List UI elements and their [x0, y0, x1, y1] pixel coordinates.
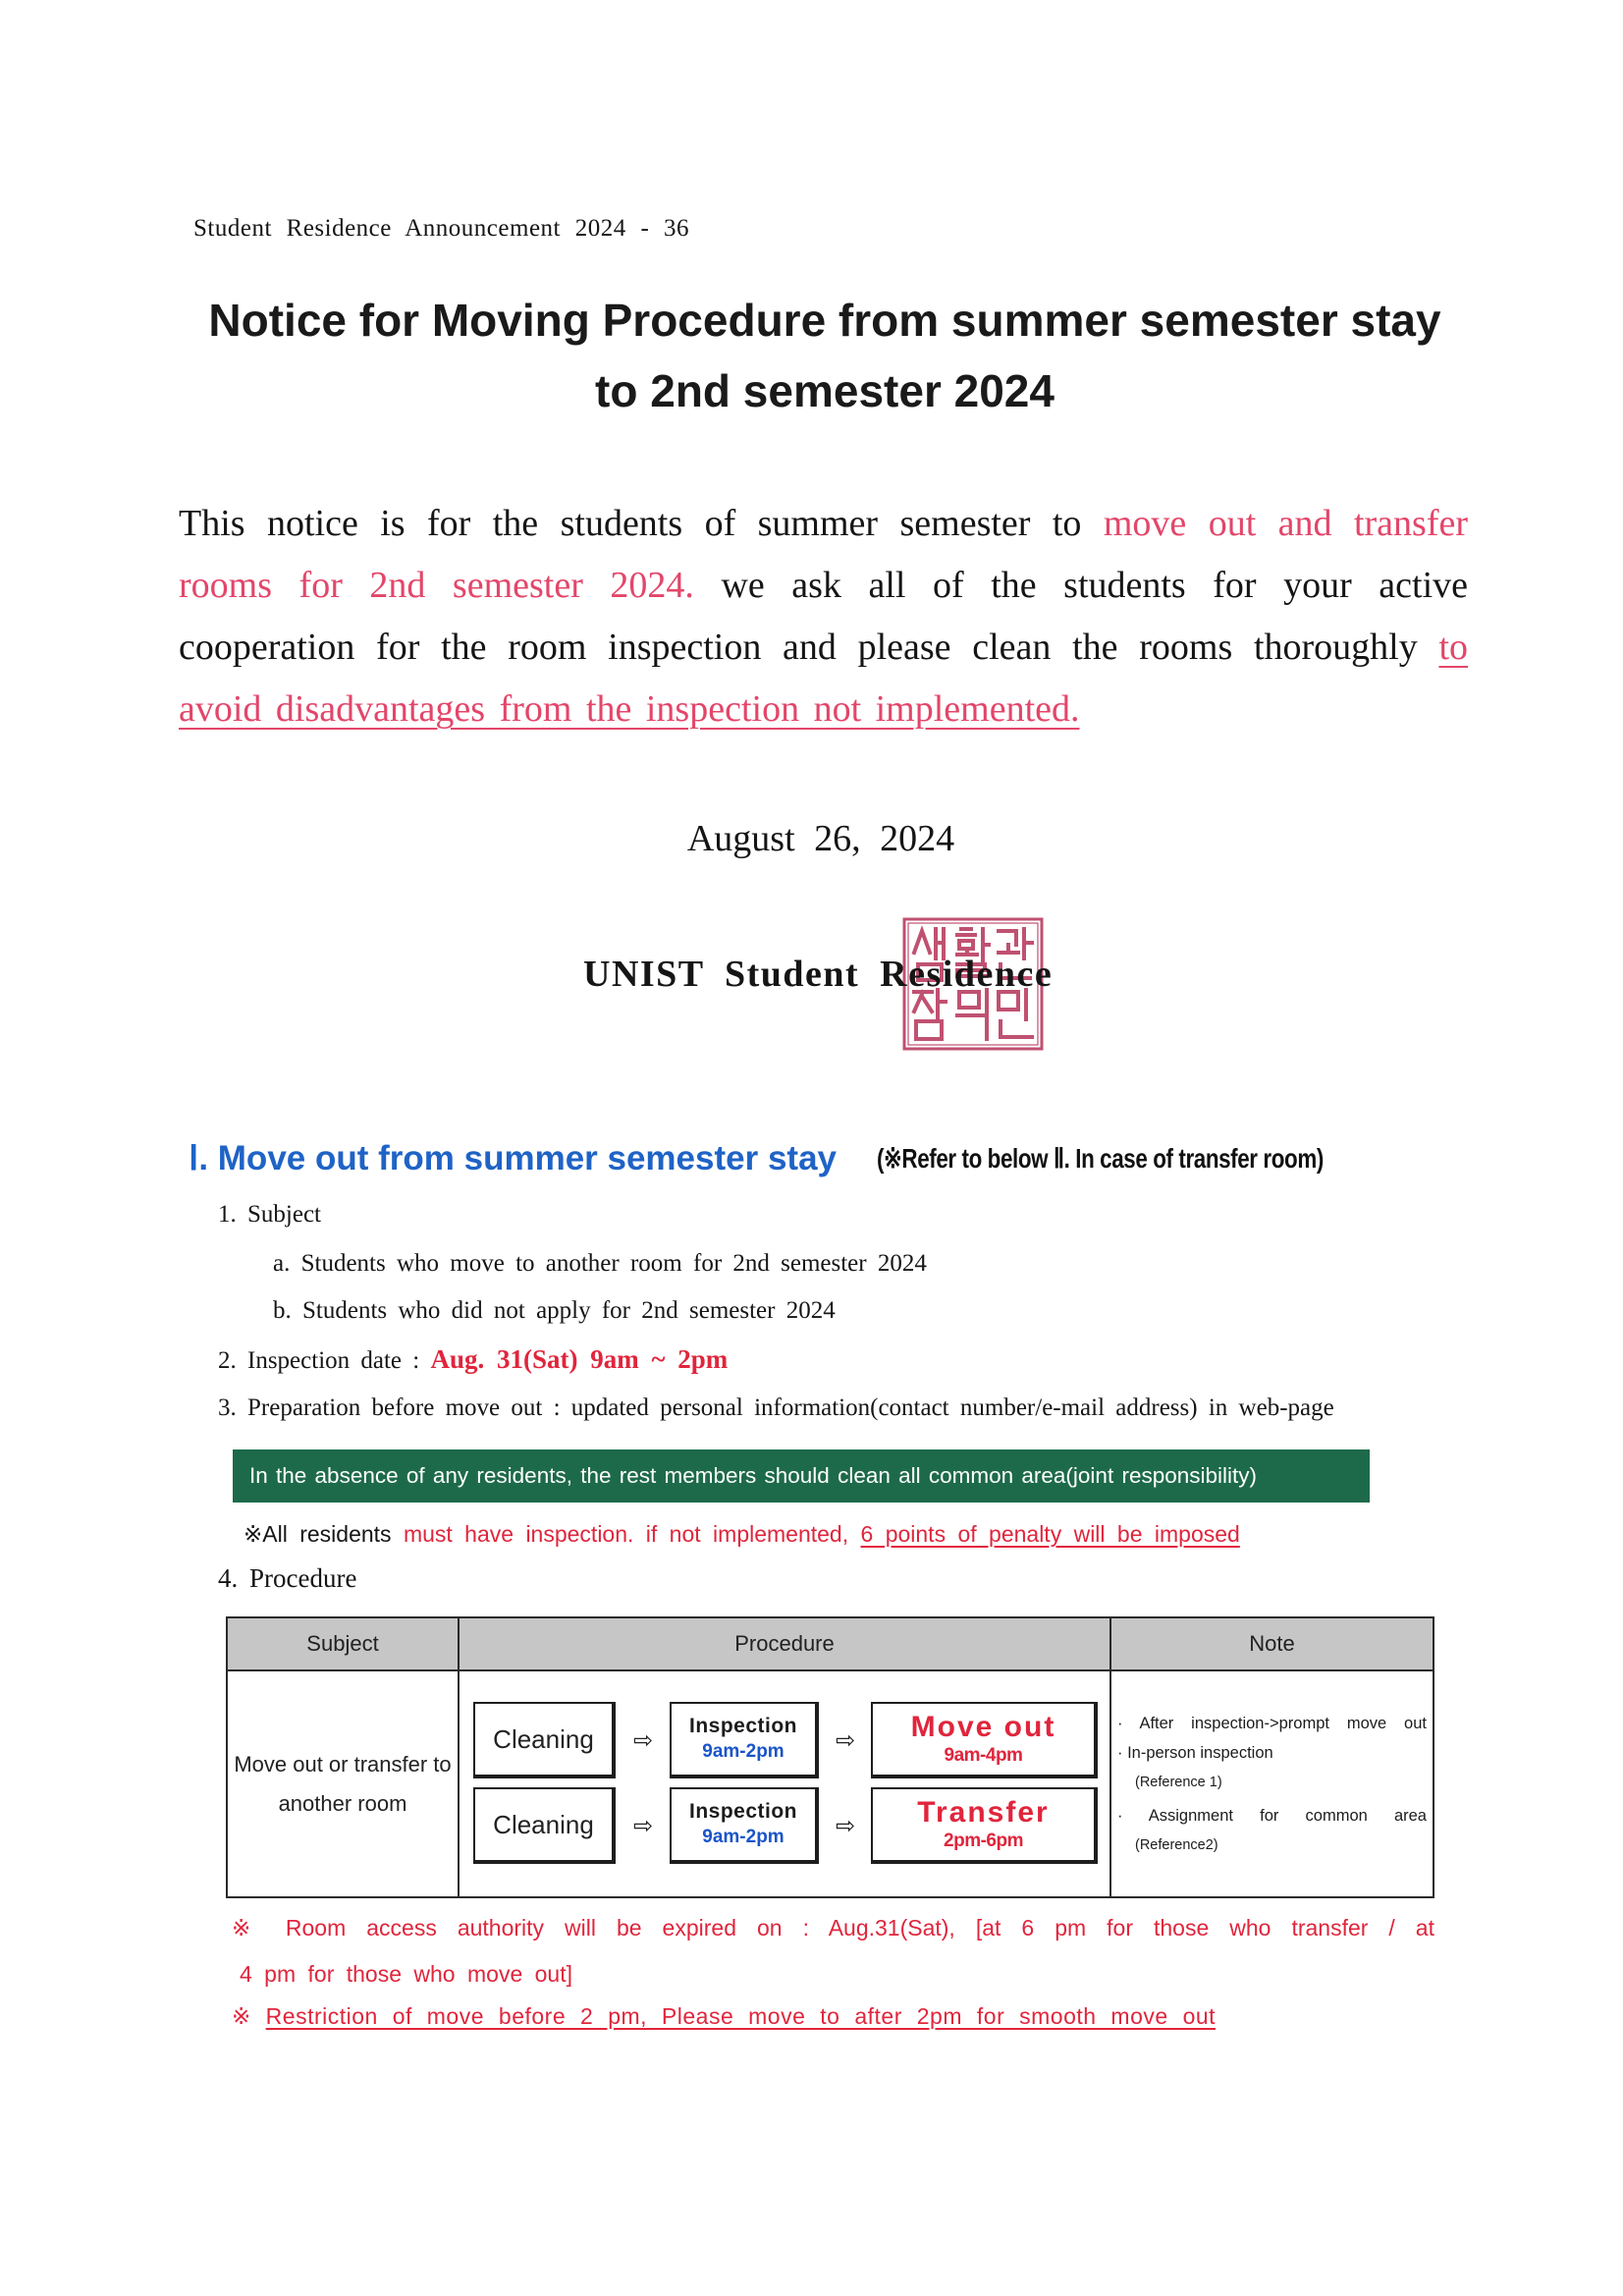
header-note: Note: [1249, 1631, 1295, 1656]
subject-item-a: a. Students who move to another room for 2nd semester 2024: [273, 1250, 927, 1277]
intro-text: This notice is for the students of summer semester to: [179, 503, 1082, 544]
header-subject: Subject: [306, 1631, 379, 1656]
table-divider: [1109, 1618, 1111, 1896]
reference-mark: ※: [232, 2003, 251, 2029]
header-procedure: Procedure: [734, 1631, 835, 1656]
move-restriction-text: Restriction of move before 2 pm, Please move to after 2pm for smooth move out: [265, 2003, 1217, 2029]
procedure-label: 4. Procedure: [218, 1563, 357, 1593]
intro-line: [179, 617, 1468, 679]
inspection-date: [218, 1342, 728, 1378]
note-in-person: · In-person inspection: [1117, 1744, 1273, 1762]
intro-highlight: rooms for 2nd semester 2024.: [179, 565, 694, 606]
common-area-notice-box: [233, 1449, 1370, 1503]
penalty-emphasis: 6 points of penalty will be imposed: [860, 1521, 1240, 1547]
announcement-number: Student Residence Announcement 2024 - 36: [193, 215, 690, 242]
note-assignment: · Assignment for common area: [1117, 1807, 1427, 1825]
intro-text: cooperation for the room inspection and please clean the rooms thoroughly: [179, 627, 1418, 668]
title-line-2: to 2nd semester 2024: [595, 365, 1055, 416]
step-inspection: [670, 1787, 819, 1864]
step-label: Inspection: [688, 1800, 797, 1823]
intro-line: [179, 679, 1468, 740]
intro-warning: avoid disadvantages from the inspection not implemented.: [179, 688, 1080, 730]
note-reference-1: (Reference 1): [1135, 1775, 1222, 1790]
note-after-inspection: · After inspection->prompt move out: [1117, 1715, 1427, 1732]
intro-line: [179, 493, 1468, 555]
inspection-date-label: 2. Inspection date :: [218, 1347, 420, 1374]
step-cleaning: [473, 1787, 616, 1864]
step-move-out: [871, 1702, 1098, 1778]
penalty-prefix: ※All residents: [243, 1521, 392, 1547]
access-expiry-note-line-2: 4 pm for those who move out]: [240, 1961, 572, 1987]
procedure-table: [226, 1616, 1434, 1898]
step-label: Cleaning: [493, 1809, 594, 1839]
intro-warning: to: [1438, 627, 1468, 668]
arrow-right-icon: ⇨: [835, 1812, 856, 1839]
step-label: Move out: [910, 1711, 1056, 1743]
table-divider: [458, 1618, 460, 1896]
page-title: [162, 285, 1488, 426]
subject-cell: [228, 1671, 458, 1896]
subject-item-b: b. Students who did not apply for 2nd semester 2024: [273, 1297, 836, 1324]
common-area-notice: In the absence of any residents, the rest members should clean all common area(joint responsibility): [249, 1463, 1257, 1488]
step-transfer: [871, 1787, 1098, 1864]
intro-paragraph: [179, 493, 1468, 740]
step-inspection: [670, 1702, 819, 1778]
section-heading: [189, 1136, 837, 1181]
penalty-text: must have inspection. if not implemented,: [403, 1521, 849, 1547]
subject-cell-text: Move out or transfer to another room: [234, 1751, 452, 1816]
step-time: 2pm-6pm: [944, 1831, 1023, 1851]
move-restriction-note: [232, 1999, 1216, 2033]
section-reference-note: (※Refer to below Ⅱ. In case of transfer room): [877, 1143, 1324, 1174]
intro-text: we ask all of the students for your active: [721, 565, 1468, 606]
title-line-1: Notice for Moving Procedure from summer semester stay: [208, 295, 1441, 346]
step-time: 9am-2pm: [702, 1827, 784, 1847]
step-time: 9am-4pm: [944, 1745, 1023, 1766]
preparation-item: 3. Preparation before move out : updated personal information(contact number/e-mail address) in web-page: [218, 1394, 1334, 1421]
intro-highlight: move out and transfer: [1103, 503, 1468, 544]
note-reference-2: (Reference2): [1135, 1837, 1218, 1853]
arrow-right-icon: ⇨: [632, 1726, 654, 1754]
step-label: Cleaning: [493, 1723, 594, 1754]
section-title: Move out from summer semester stay: [217, 1139, 838, 1177]
step-cleaning: [473, 1702, 616, 1778]
step-label: Inspection: [688, 1715, 797, 1737]
penalty-notice: [243, 1519, 1240, 1549]
subject-label: 1. Subject: [218, 1201, 321, 1228]
issuer-name: UNIST Student Residence: [583, 954, 1054, 995]
step-time: 9am-2pm: [702, 1741, 784, 1762]
inspection-date-value: Aug. 31(Sat) 9am ~ 2pm: [430, 1344, 729, 1374]
announcement-date: August 26, 2024: [686, 818, 955, 859]
arrow-right-icon: ⇨: [632, 1812, 654, 1839]
section-numeral: Ⅰ.: [189, 1139, 209, 1177]
access-expiry-note-line-1: ※ Room access authority will be expired on : Aug.31(Sat), [at 6 pm for those who transfer / at: [232, 1915, 1434, 1941]
intro-line: [179, 555, 1468, 617]
arrow-right-icon: ⇨: [835, 1726, 856, 1754]
step-label: Transfer: [917, 1796, 1050, 1829]
